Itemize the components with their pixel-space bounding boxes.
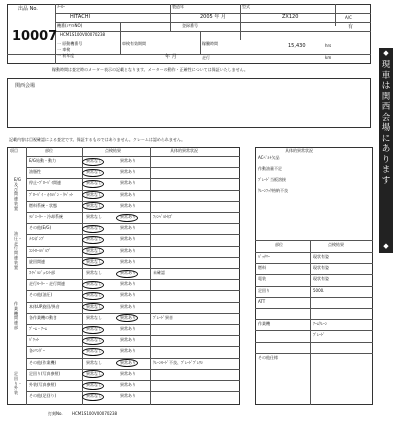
row-option-ok: 異常なし [86,270,102,275]
diamond-icon: ◆ [383,49,389,57]
circle-mark [82,382,104,390]
col-detail-right: 具体的異常状況 [285,148,313,153]
row-option-issue: 異常あり [120,247,136,253]
inspection-period-value: 年 月 [165,54,177,60]
row-detail: ﾌｧﾝﾍﾞﾙﾄｷｽﾞ [153,214,173,219]
model-label: 型式 [242,4,250,9]
col-result: 点検結果 [105,148,121,153]
right-lower-result: 5000. [313,287,325,293]
right-lower-part: 電装 [258,276,266,282]
row-detail: ｸﾚｰﾝﾓｰﾄﾞ不良、ﾌﾞﾚｰﾄﾞﾌﾞﾚﾜｼ [153,359,203,365]
year-label: 製造年 [172,4,184,9]
circle-mark [82,337,104,345]
stamp-value: HCM1S100V00070238 [72,411,118,416]
row-option-ok: 異常なし [86,393,102,399]
row-part: 外装(写真参照) [29,382,57,387]
row-option-issue: 異常あり [120,359,136,365]
right-lower-result: 現状有姿 [313,254,329,259]
row-part: 足回り(写真参照) [29,370,61,376]
row-option-issue: 異常あり [120,202,136,208]
model-value: ZX120 [282,14,299,20]
row-option-ok: 異常なし [86,247,102,253]
right-lower-part: 足回り [258,287,270,293]
location-sidebar [379,48,393,253]
hours-note: 稼動時間は査定時のメーター表示の記載となります。メーターの動作・正確性については保証いたしません。 [52,67,248,72]
row-part: ﾊﾞｹｯﾄ [29,337,39,343]
exhibit-number: 10007 [12,29,58,44]
right-item: ACﾍﾞﾙﾄ欠品 [258,155,280,160]
row-part: 走行ﾓｰﾀｰ・走行関連 [29,281,65,287]
circle-mark [82,348,104,356]
row-option-ok: 異常なし [86,303,102,309]
row-part: E/G始動・動力 [29,158,56,163]
section-label: 作業機関連部 [14,301,18,330]
row-option-ok: 異常なし [86,158,102,163]
row-option-issue: 異常あり [120,303,136,309]
row-option-issue: 異常あり [120,326,136,331]
right-lower-result: 現状有姿 [313,265,329,271]
maker-value: HITACHI [70,14,90,20]
col-item: 項目 [10,148,18,153]
row-option-ok: 異常なし [86,191,102,197]
col-detail: 具体的異常状況 [170,148,198,153]
row-detail: ﾌﾞﾚｰﾄﾞ異音 [153,314,173,320]
row-option-issue: 異常あり [120,225,136,231]
year-value: 2005 年 月 [200,14,226,20]
row-option-ok: 異常なし [86,258,102,264]
right-lower-result: ﾌﾞﾚｰﾄﾞ [313,332,325,338]
row-option-ok: 異常なし [86,281,102,287]
row-option-issue: 異常あり [120,214,136,219]
first-registration-label: 一 初年度 [57,53,75,58]
section-label: E/G及び関連装置 [14,177,21,211]
exhibit-label: 出品 No. [18,6,38,12]
row-part: ｽｲﾍﾞﾙｼﾞｮｲﾝﾄ部 [29,270,55,275]
circle-mark [82,292,104,300]
right-lower-result: 現状有姿 [313,276,329,282]
instructions: 記載内容は目視確認による査定です。保証するものではありません。クレームは認められません。 [9,137,186,142]
row-option-ok: 異常なし [86,348,102,354]
row-part: 燃料系統・状態 [29,202,57,208]
right-col-result: 点検結果 [328,242,344,247]
row-option-ok: 異常なし [86,169,102,175]
right-lower-part: ATT [258,298,266,304]
row-part: その他(足回り) [29,393,57,399]
circle-mark [82,281,104,289]
row-option-ok: 異常なし [86,337,102,343]
row-detail: 未確認 [153,270,165,275]
circle-mark [82,236,104,244]
row-option-issue: 異常あり [120,337,136,343]
row-part: ﾒｲﾝﾎﾟﾝﾌﾟ [29,236,45,242]
row-option-ok: 異常なし [86,326,102,331]
venue-bar [7,78,371,128]
col-part: 部位 [45,148,53,153]
operating-hours-unit: hrs [325,43,332,48]
section-label: 油圧・走行関連装置 [14,231,22,270]
sidebar-text: 現車は関西会場にあります [381,60,391,186]
row-option-ok: 異常なし [86,214,102,219]
row-option-issue: 異常あり [120,292,136,298]
row-option-issue: 異常あり [120,180,136,186]
serial-label: 機番(ｼﾘｱﾙNO) [57,23,83,28]
row-option-issue: 異常あり [120,370,136,376]
inspection-label: 一 車検 [57,47,71,52]
right-lower-part: その他仕様 [258,354,278,360]
right-lower-result: ｱｰﾑｸﾚｰﾝ [313,321,327,327]
row-part: その他(作業機) [29,359,57,365]
row-part: ﾌﾞｰﾑ・ｱｰﾑ [29,326,47,331]
serial-value: HCM1S100V00070238 [60,32,106,37]
row-option-ok: 異常なし [86,382,102,387]
right-lower-part: ﾊﾞｯﾃﾘｰ [258,254,270,259]
stamp-label: 打刻No. [48,411,63,416]
ac-label: A/C [345,15,352,20]
row-part: 各作業機の動き [29,314,57,320]
row-option-ok: 異常なし [86,359,102,365]
row-option-ok: 異常なし [86,202,102,208]
row-option-ok: 異常なし [86,314,102,320]
row-part: ﾌﾞﾛｰﾊﾞｲ・ｵｲﾙﾊﾞﾝ・ﾀﾍﾟｯﾄ [29,191,73,197]
row-option-issue: 異常あり [120,281,136,287]
row-option-ok: 異常なし [86,236,102,242]
right-item: 作動油量不足 [258,166,282,171]
right-col-part: 部位 [275,242,283,247]
row-option-issue: 異常あり [120,270,136,275]
row-part: 各ｼﾘﾝﾀﾞｰ [29,348,45,354]
row-option-ok: 異常なし [86,225,102,231]
circle-mark [82,326,104,334]
circle-mark [82,225,104,233]
right-item: ﾌﾞﾚｰﾄﾞ当板溶接 [258,177,286,182]
circle-mark [82,393,104,401]
row-part: 旋回関連 [29,258,45,264]
circle-mark [82,180,104,188]
row-option-issue: 異常あり [120,393,136,399]
row-part: 油脂性 [29,169,41,175]
row-option-issue: 異常あり [120,191,136,197]
row-part: 本体UP旋回/異音 [29,303,60,309]
row-part: 停止ｰﾌﾞﾛｰﾊﾞｲ関連 [29,180,61,186]
registration-label: 登録番号 [182,23,198,28]
row-option-issue: 異常あり [120,236,136,242]
venue-label: 関西会場 [15,83,36,89]
right-lower-part: 燃料 [258,265,266,271]
right-item: ｸﾚｰﾝﾌｯｸ格納不良 [258,188,288,193]
row-option-ok: 異常なし [86,292,102,298]
row-option-issue: 異常あり [120,314,136,320]
operating-hours-value: 15,430 [288,43,306,49]
operating-hours-label: 稼働時間 [202,41,218,46]
mileage-label: 走行 [202,55,210,60]
circle-mark [116,270,138,278]
row-option-issue: 異常あり [120,382,136,387]
inspection-period-label: 車検有効期間 [122,41,146,46]
ac-value: 有 [348,24,354,30]
diamond-icon: ◆ [383,242,389,250]
circle-mark [116,214,138,222]
row-part: その他(E/G) [29,225,52,231]
row-part: ﾗｼﾞｴｰﾀｰ・冷却系統 [29,214,63,219]
row-option-issue: 異常あり [120,258,136,264]
row-part: ｺﾝﾄﾛｰﾙﾊﾞﾙﾌﾞ [29,247,51,253]
row-part: その他(油圧) [29,292,53,298]
circle-mark [82,169,104,177]
section-label: 足回り・外装 [14,371,22,396]
row-option-issue: 異常あり [120,348,136,354]
row-option-ok: 異常なし [86,180,102,186]
row-option-issue: 異常あり [120,169,136,175]
maker-label: ﾒｰｶｰ [57,4,65,9]
row-option-ok: 異常なし [86,370,102,376]
engine-number-label: 一 原動機番号 [57,41,83,46]
row-option-issue: 異常あり [120,158,136,163]
mileage-unit: km [325,55,332,60]
right-lower-part: 作業機 [258,321,270,327]
circle-mark [82,158,104,166]
